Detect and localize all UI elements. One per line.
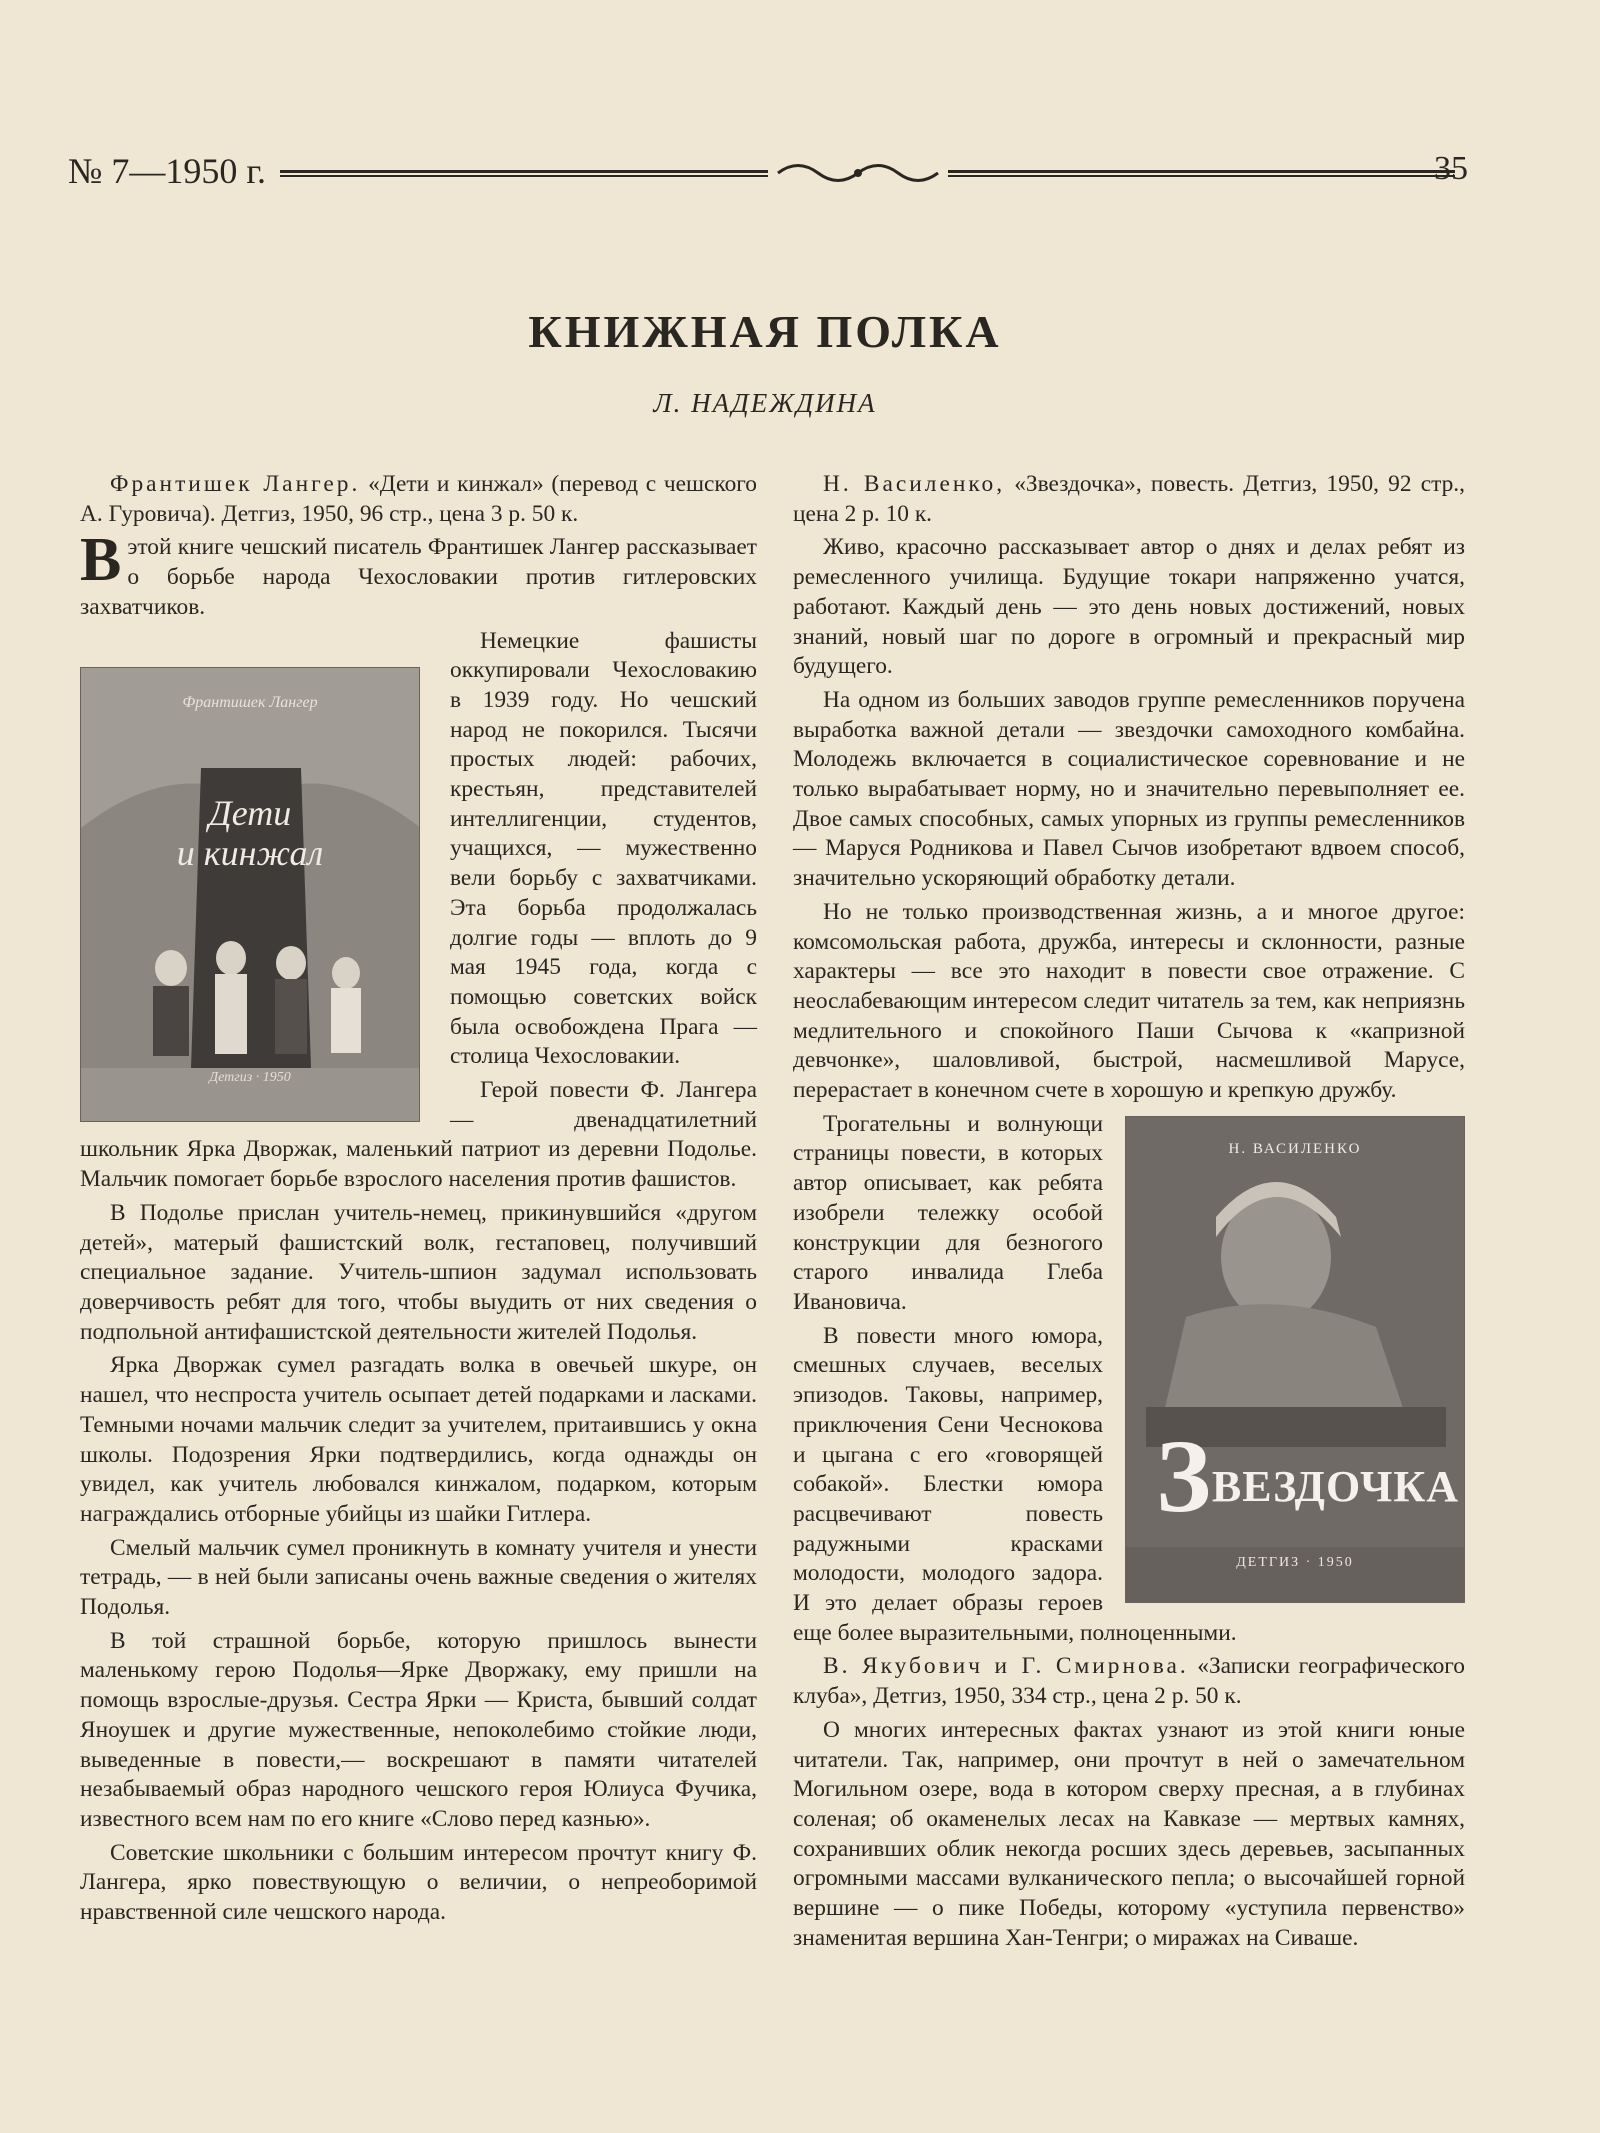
cover-illustration [81, 668, 420, 1122]
left-column [80, 470, 757, 1932]
book-cover-deti-i-kinzhal [80, 667, 420, 1122]
page-number: 35 [1434, 150, 1468, 187]
cover-title: ЗВЕЗДОЧКА [1156, 1418, 1460, 1534]
paragraph: Живо, красочно рассказывает автор о днях и делах ребят из ремесленного училища. Будущие токари напряженно учатся, работают. Каждый день — это день новых достижений, новых знаний, новый шаг по дороге в огромный и прекрасный мир будущего. [793, 534, 1465, 680]
right-column [793, 470, 1465, 1957]
drop-cap: В [80, 526, 122, 595]
cover-title: Дети и кинжал [176, 792, 324, 873]
paragraph: О многих интересных фактах узнают из этой книги юные читатели. Так, например, они прочтут в ней о замечательном Могильном озере, вода в котором сверху пресная, а в глубинах соленая; об окаменелых лесах на Кавказе — мертвых камнях, сохранивших облик некогда росших здесь деревьев, засыпанных огромными массами вулканического пепла; о высочайшей горной вершине — о пике Победы, которому «уступила первенство» знаменитая вершина Хан-Тенгри; о миражах на Сиваше. [793, 1716, 1465, 1951]
paragraph: В повести много юмора, смешных случаев, веселых эпизодов. Таковы, например, приключения Сени Чеснокова и цыгана с его «говорящей собакой». Блестки юмора расцвечивают повесть радужными красками молодости, молодого задора. И это делает образы героев еще более выразительными, полноценными. [793, 1322, 1237, 1646]
book-reference [793, 1652, 1465, 1711]
paragraph: Смелый мальчик сумел проникнуть в комнату учителя и унести тетрадь, — в ней были записаны очень важные сведения о жителях Подолья. [80, 1534, 757, 1621]
book-reference [80, 470, 757, 529]
paragraph: В той страшной борьбе, которую пришлось вынести маленькому герою Подолья—Ярке Дворжаку, ему пришли на помощь взрослые-друзья. Сестра Ярки — Криста, бывший солдат Яноушек и другие мужественные, непоколебимо стойкие люди, выведенные в повести,— воскрешают в памяти читателей незабываемый образ народного чешского героя Юлиуса Фучика, известного всем нам по его книге «Слово перед казнью». [80, 1627, 757, 1832]
page-header [68, 150, 1468, 190]
book-cover-zvezdochka [1125, 1116, 1465, 1603]
book-author-name: Н. Василенко, [823, 471, 1006, 497]
book-author-name: Франтишек Лангер. [110, 471, 361, 497]
issue-number: № 7—1950 г. [68, 151, 267, 191]
paragraph: На одном из больших заводов группе ремесленников поручена выработка важной детали — звездочки самоходного комбайна. Молодежь включается в социалистическое соревнование и не только вырабатывает норму, но и значительно перевыполняет ее. Двое самых способных, самых упорных из группы ремесленников — Маруся Родникова и Павел Сычов изобретают вдвоем способ, значительно ускоряющий обработку детали. [793, 686, 1465, 892]
paragraph: Но не только производственная жизнь, а и многое другое: комсомольская работа, дружба, интересы и склонности, разные характеры — все это находит в повести свое отражение. С неослабевающим интересом следит читатель за тем, как неприязнь медлительного и спокойного Паши Сычова к «капризной девчонке», шаловливой, быстрой, насмешливой Марусе, перерастает в конечном счете в хорошую и крепкую дружбу. [793, 898, 1465, 1104]
book-details: «Дети и кинжал» (перевод с чешского А. Гуровича). Детгиз, 1950, 96 стр., цена 3 р. 50 к. [80, 471, 757, 527]
paragraph: Трогательны и волнующи страницы повести, в которых автор описывает, как ребята изобрели тележку особой конструкции для безногого старого инвалида Глеба Ивановича. [793, 1110, 1103, 1315]
ornament-icon [768, 158, 948, 188]
paragraph: Немецкие фашисты оккупировали Чехословакию в 1939 году. Но чешский народ не покорился. Тысячи простых людей: рабочих, крестьян, представителей интеллигенции, студентов, учащихся, — мужественно вели борьбу с захватчиками. Эта борьба продолжалась долгие годы — вплоть до 9 мая 1945 года, когда с помощью советских войск была освобождена Прага — столица Чехословакии. [450, 627, 757, 1070]
cover-author: Н. ВАСИЛЕНКО [1228, 1140, 1362, 1157]
cover-publisher: ДЕТГИЗ · 1950 [1236, 1555, 1354, 1571]
paragraph: Советские школьники с большим интересом прочтут книгу Ф. Лангера, ярко повествующую о величии, о непреоборимой нравственной силе чешского народа. [80, 1839, 757, 1926]
cover-author: Франтишек Лангер [182, 693, 318, 711]
cover-publisher: Детгиз · 1950 [209, 1069, 291, 1085]
paragraph: Герой повести Ф. Лангера — двенадцатилетний школьник Ярка Дворжак, маленький патриот из деревни Подолье. Мальчик помогает борьбе взрослого населения против фашистов. [80, 1077, 757, 1193]
paragraph: В Подолье прислан учитель-немец, прикинувшийся «другом детей», матерый фашистский волк, гестаповец, получивший специальное задание. Учитель-шпион задумал использовать доверчивость ребят для того, чтобы выудить от них сведения о подпольной антифашистской деятельности жителей Подолья. [80, 1199, 757, 1345]
book-details: «Звездочка», повесть. Детгиз, 1950, 92 стр., цена 2 р. 10 к. [793, 471, 1465, 527]
article-author: Л. НАДЕЖДИНА [653, 388, 877, 418]
book-details: «Записки географического клуба», Детгиз, 1950, 334 стр., цена 2 р. 50 к. [793, 1653, 1465, 1710]
book-author-name: В. Якубович и Г. Смирнова. [823, 1653, 1189, 1680]
paragraph: Ярка Дворжак сумел разгадать волка в овечьей шкуре, он нашел, что неспроста учитель осыпает детей подарками и ласками. Темными ночами мальчик следит за учителем, притаившись у окна школы. Подозрения Ярки подтвердились, когда однажды он увидел, как учитель любовался кинжалом, подарком, которым награждались отборные убийцы из шайки Гитлера. [80, 1352, 757, 1527]
paragraph: Вэтой книге чешский писатель Франтишек Лангер рассказывает о борьбе народа Чехословакии против гитлеровских захватчиков. [80, 526, 757, 620]
section-title: КНИЖНАЯ ПОЛКА [528, 306, 1002, 357]
book-reference [793, 470, 1465, 529]
